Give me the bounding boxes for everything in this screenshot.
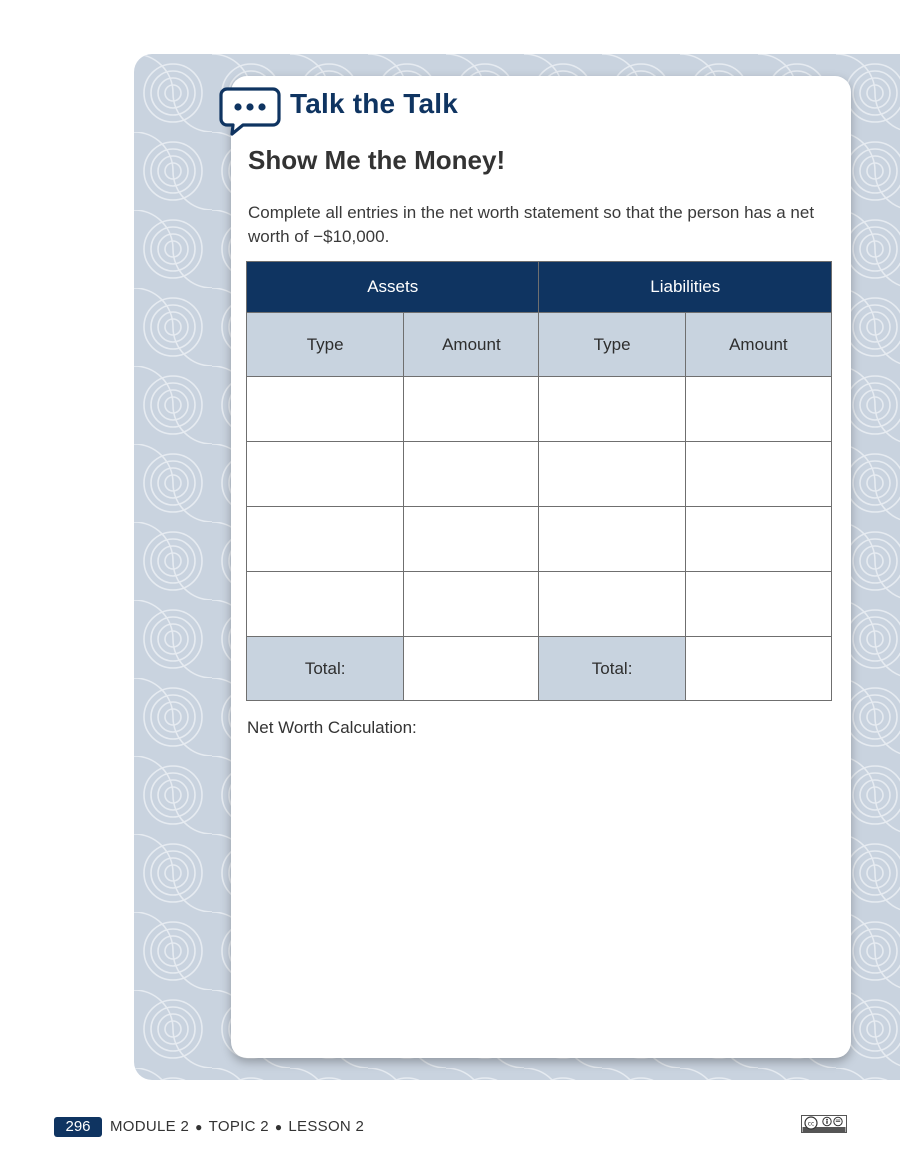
table-row [247, 377, 832, 442]
separator-dot: ● [274, 1120, 283, 1134]
assets-total-cell[interactable] [404, 637, 539, 701]
footer-module: MODULE 2 [110, 1118, 190, 1135]
liabilities-total-cell[interactable] [685, 637, 831, 701]
liability-type-cell[interactable] [539, 507, 685, 572]
asset-type-cell[interactable] [247, 507, 404, 572]
net-worth-calculation-label: Net Worth Calculation: [247, 718, 417, 737]
asset-amount-cell[interactable] [404, 442, 539, 507]
liability-type-cell[interactable] [539, 572, 685, 637]
asset-amount-cell[interactable] [404, 507, 539, 572]
liability-amount-cell[interactable] [685, 572, 831, 637]
assets-type-header: Type [247, 313, 404, 377]
asset-type-cell[interactable] [247, 442, 404, 507]
footer-lesson: LESSON 2 [288, 1118, 365, 1135]
instructions-text: Complete all entries in the net worth statement so that the person has a net worth of −$10,000. [248, 203, 815, 246]
page-number: 296 [54, 1117, 102, 1137]
footer-topic: TOPIC 2 [208, 1118, 269, 1135]
group-header-row [247, 262, 832, 313]
total-row [247, 637, 832, 701]
liability-amount-cell[interactable] [685, 377, 831, 442]
table-row [247, 572, 832, 637]
asset-type-cell[interactable] [247, 377, 404, 442]
asset-amount-cell[interactable] [404, 377, 539, 442]
activity-title: Show Me the Money! [248, 145, 506, 175]
asset-type-cell[interactable] [247, 572, 404, 637]
svg-text:cc: cc [807, 1120, 815, 1128]
liability-type-cell[interactable] [539, 442, 685, 507]
liability-type-cell[interactable] [539, 377, 685, 442]
assets-total-label: Total: [247, 637, 404, 701]
column-header-row [247, 313, 832, 377]
table-row [247, 507, 832, 572]
asset-amount-cell[interactable] [404, 572, 539, 637]
net-worth-table [246, 261, 832, 701]
table-row [247, 442, 832, 507]
liabilities-header: Liabilities [539, 262, 832, 313]
liability-amount-cell[interactable] [685, 507, 831, 572]
footer-breadcrumb [110, 1117, 364, 1137]
liabilities-total-label: Total: [539, 637, 685, 701]
speech-bubble-icon [219, 86, 281, 136]
assets-header: Assets [247, 262, 539, 313]
liabilities-amount-header: Amount [685, 313, 831, 377]
separator-dot: ● [195, 1120, 203, 1134]
creative-commons-icon [801, 1115, 847, 1133]
liability-amount-cell[interactable] [685, 442, 831, 507]
section-title: Talk the Talk [290, 88, 459, 119]
liabilities-type-header: Type [539, 313, 685, 377]
assets-amount-header: Amount [404, 313, 539, 377]
